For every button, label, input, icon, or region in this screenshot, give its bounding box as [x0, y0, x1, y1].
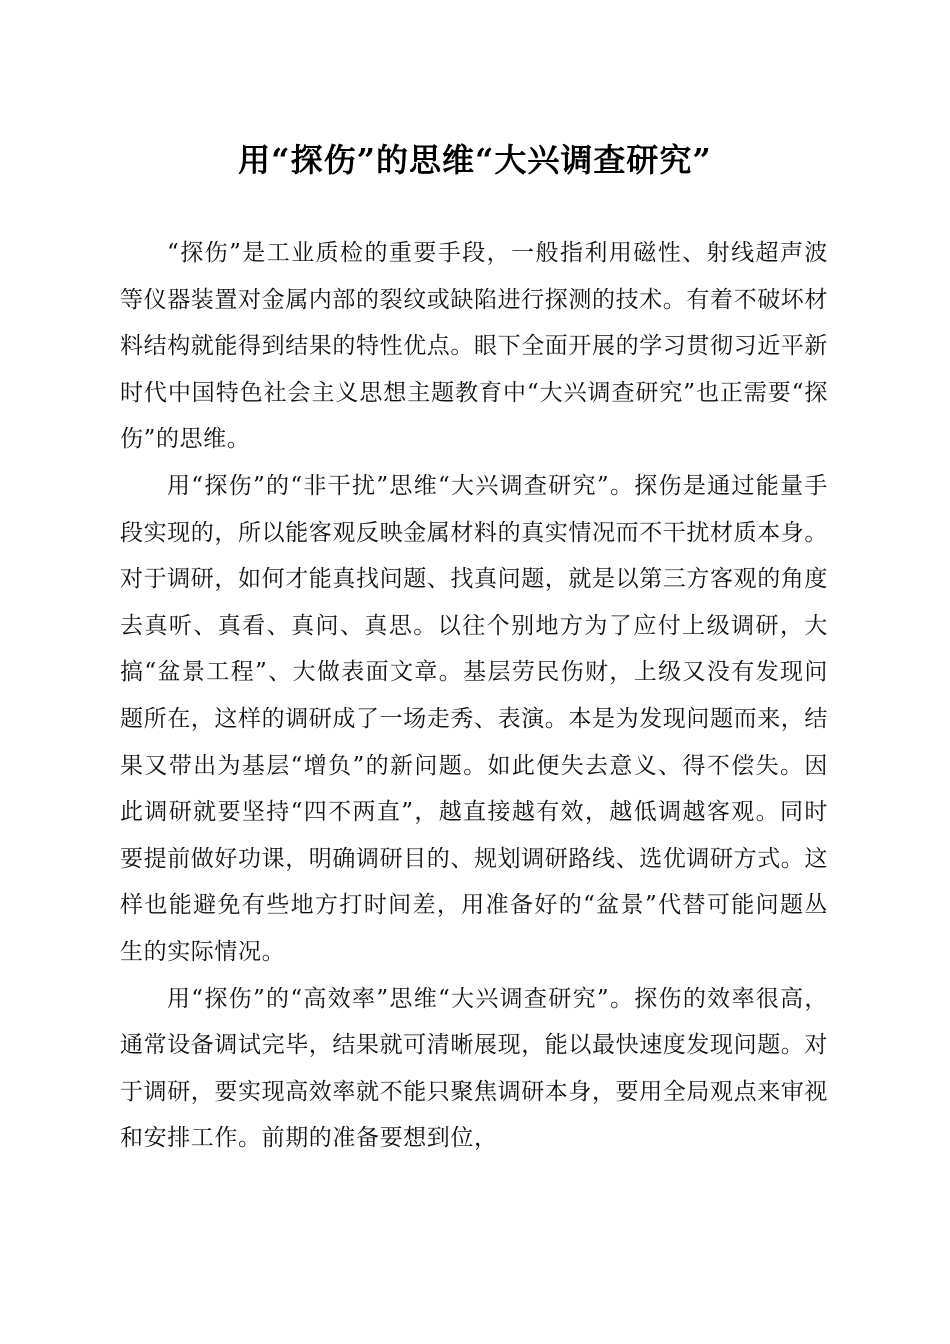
document-body	[120, 230, 828, 1162]
paragraph-intro: “探伤”是工业质检的重要手段，一般指利用磁性、射线超声波等仪器装置对金属内部的裂纹或缺陷进行探测的技术。有着不破坏材料结构就能得到结果的特性优点。眼下全面开展的学习贯彻习近平新时代中国特色社会主义思想主题教育中“大兴调查研究”也正需要“探伤”的思维。	[120, 240, 828, 453]
document-title: 用“探伤”的思维“大兴调查研究”	[238, 141, 712, 179]
paragraph-high-efficiency: 用“探伤”的“高效率”思维“大兴调查研究”。探伤的效率很高，通常设备调试完毕，结果就可清晰展现，能以最快速度发现问题。对于调研，要实现高效率就不能只聚焦调研本身，要用全局观点来审视和安排工作。前期的准备要想到位，	[120, 985, 828, 1152]
paragraph-non-interference: 用“探伤”的“非干扰”思维“大兴调查研究”。探伤是通过能量手段实现的，所以能客观反映金属材料的真实情况而不干扰材质本身。对于调研，如何才能真找问题、找真问题，就是以第三方客观的角度去真听、真看、真问、真思。以往个别地方为了应付上级调研，大搞“盆景工程”、大做表面文章。基层劳民伤财，上级又没有发现问题所在，这样的调研成了一场走秀、表演。本是为发现问题而来，结果又带出为基层“增负”的新问题。如此便失去意义、得不偿失。因此调研就要坚持“四不两直”，越直接越有效，越低调越客观。同时要提前做好功课，明确调研目的、规划调研路线、选优调研方式。这样也能避免有些地方打时间差，用准备好的“盆景”代替可能问题丛生的实际情况。	[120, 472, 828, 965]
